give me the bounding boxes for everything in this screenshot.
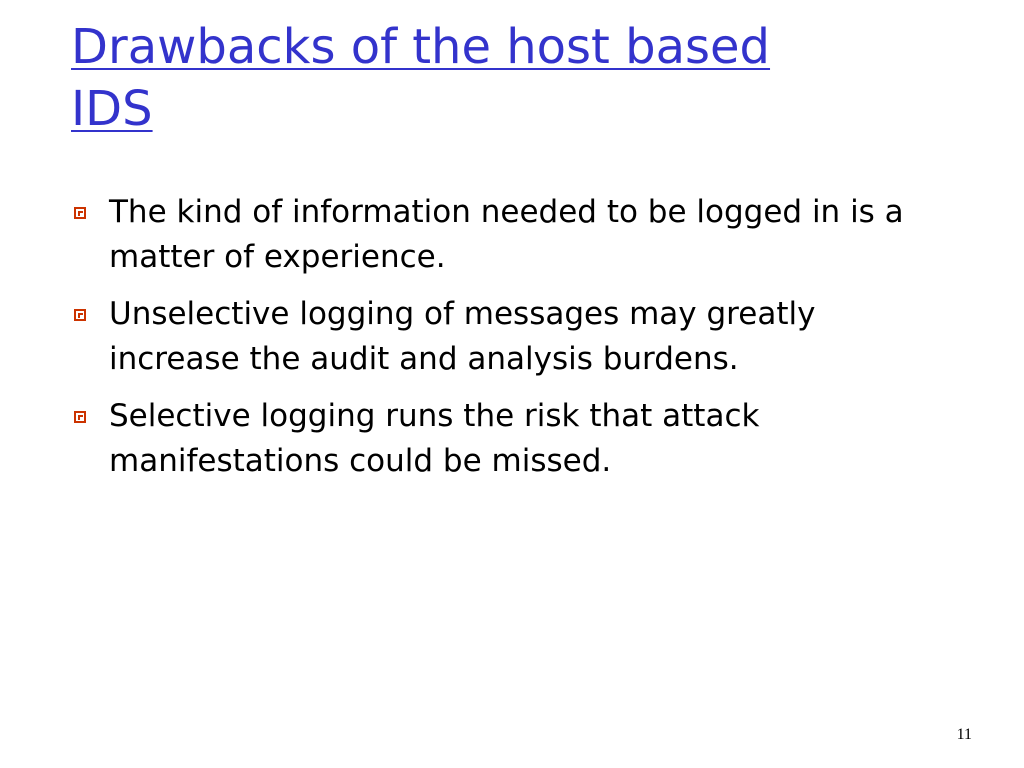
- square-bullet-icon: [74, 411, 86, 423]
- page-number: 11: [956, 726, 972, 743]
- slide-title-line-1: Drawbacks of the host based: [71, 19, 771, 75]
- bullet-text: Unselective logging of messages may greatly increase the audit and analysis burdens.: [109, 296, 816, 377]
- square-bullet-icon: [74, 309, 86, 321]
- bullet-item: [74, 190, 954, 280]
- slide-title: [71, 16, 971, 140]
- bullet-list: [74, 190, 954, 496]
- bullet-text: Selective logging runs the risk that attack manifestations could be missed.: [109, 398, 760, 479]
- bullet-text: The kind of information needed to be logged in is a matter of experience.: [109, 194, 904, 275]
- square-bullet-icon: [74, 207, 86, 219]
- bullet-item: [74, 292, 954, 382]
- bullet-item: [74, 394, 954, 484]
- slide-title-line-2: IDS: [71, 81, 153, 137]
